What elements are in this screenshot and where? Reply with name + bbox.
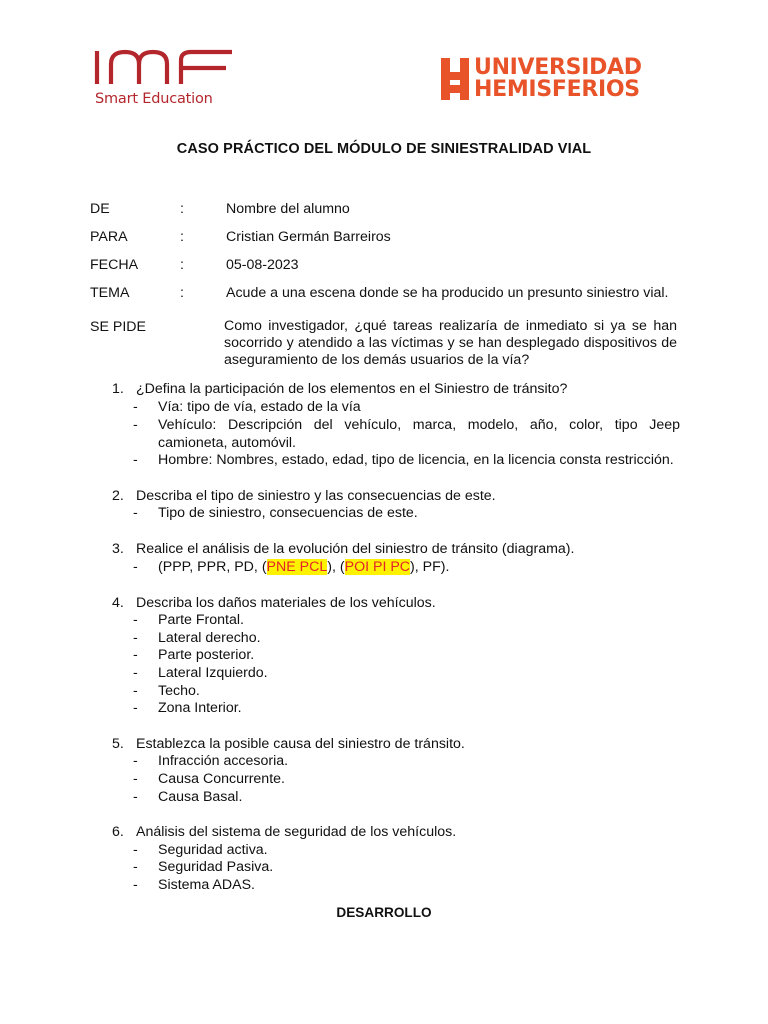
question-number: 1. (112, 381, 124, 397)
dash-bullet: - (133, 877, 138, 893)
list-item: - Sistema ADAS. (133, 877, 255, 893)
list-item: - Infracción accesoria. (133, 753, 289, 769)
list-item: - Parte posterior. (133, 647, 255, 663)
question-number: 3. (112, 541, 124, 557)
question-6 (112, 824, 456, 840)
dash-bullet: - (133, 753, 138, 769)
list-item: - Hombre: Nombres, estado, edad, tipo de licencia, en la licencia consta restricción. (133, 452, 674, 468)
list-item: - Vía: tipo de vía, estado de la vía (133, 399, 361, 415)
list-item: - Lateral derecho. (133, 630, 261, 646)
question-5 (112, 736, 465, 752)
imf-logo-subtitle: Smart Education (95, 91, 213, 107)
question-text: Análisis del sistema de seguridad de los vehículos. (136, 824, 457, 840)
question-number: 6. (112, 824, 124, 840)
dash-bullet: - (133, 771, 138, 787)
universidad-hemisferios-wordmark: UNIVERSIDAD HEMISFERIOS (474, 55, 642, 102)
dash-bullet: - (133, 789, 138, 805)
hemisferios-h-icon (441, 58, 469, 100)
dash-bullet: - (133, 612, 138, 628)
meta-label: FECHA (90, 257, 139, 273)
dash-bullet: - (133, 647, 138, 663)
meta-value: Acude a una escena donde se ha producido un presunto siniestro vial. (226, 285, 669, 301)
dash-bullet: - (133, 399, 138, 415)
highlighted-text: POI PI PC (344, 559, 411, 575)
question-2 (112, 488, 496, 504)
imf-logo (94, 48, 236, 110)
question-text: Realice el análisis de la evolución del siniestro de tránsito (diagrama). (136, 541, 575, 557)
dash-bullet: - (133, 417, 138, 433)
question-3 (112, 541, 574, 557)
question-text: ¿Defina la participación de los elementos en el Siniestro de tránsito? (136, 381, 568, 397)
question-text: Describa el tipo de siniestro y las consecuencias de este. (136, 488, 496, 504)
meta-value: 05-08-2023 (226, 257, 299, 273)
list-item: - Seguridad activa. (133, 842, 268, 858)
section-heading-desarrollo: DESARROLLO (336, 905, 432, 920)
question-text: Describa los daños materiales de los vehículos. (136, 595, 436, 611)
question-number: 2. (112, 488, 124, 504)
imf-logo-letters (94, 48, 234, 86)
dash-bullet: - (133, 859, 138, 875)
dash-bullet: - (133, 452, 138, 468)
meta-label-se-pide: SE PIDE (90, 319, 146, 335)
meta-value-se-pide: Como investigador, ¿qué tareas realizaría de inmediato si ya se han socorrido y atendido a las víctimas y se han desplegado dispositivos de aseguramiento de los demás usuarios de la vía? (224, 318, 677, 368)
dash-bullet: - (133, 842, 138, 858)
meta-label: TEMA (90, 285, 130, 301)
dash-bullet: - (133, 505, 138, 521)
meta-value: Cristian Germán Barreiros (226, 229, 391, 245)
meta-colon: : (180, 285, 184, 301)
meta-label: PARA (90, 229, 128, 245)
meta-colon: : (180, 201, 184, 217)
highlighted-text: PNE PCL (266, 559, 328, 575)
question-number: 4. (112, 595, 124, 611)
list-item: - Lateral Izquierdo. (133, 665, 268, 681)
dash-bullet: - (133, 665, 138, 681)
dash-bullet: - (133, 630, 138, 646)
meta-colon: : (180, 229, 184, 245)
document-title: CASO PRÁCTICO DEL MÓDULO DE SINIESTRALIDAD VIAL (176, 141, 592, 157)
list-item: - Parte Frontal. (133, 612, 244, 628)
list-item: - Causa Basal. (133, 789, 243, 805)
dash-bullet: - (133, 559, 138, 575)
question-1 (112, 381, 567, 397)
dash-bullet: - (133, 683, 138, 699)
question-4 (112, 595, 436, 611)
dash-bullet: - (133, 700, 138, 716)
meta-colon: : (180, 257, 184, 273)
question-number: 5. (112, 736, 124, 752)
list-item: - Techo. (133, 683, 200, 699)
list-item: - Seguridad Pasiva. (133, 859, 274, 875)
meta-value: Nombre del alumno (226, 201, 350, 217)
question-text: Establezca la posible causa del siniestro de tránsito. (136, 736, 465, 752)
list-item: - Vehículo: Descripción del vehículo, marca, modelo, año, color, tipo Jeep camioneta, automóvil. (133, 417, 680, 451)
list-item: - (PPP, PPR, PD, (PNE PCL), (POI PI PC), PF). (133, 559, 450, 575)
list-item: - Causa Concurrente. (133, 771, 285, 787)
universidad-hemisferios-logo (441, 55, 646, 102)
meta-label: DE (90, 201, 110, 217)
list-item: - Tipo de siniestro, consecuencias de este. (133, 505, 418, 521)
list-item: - Zona Interior. (133, 700, 242, 716)
